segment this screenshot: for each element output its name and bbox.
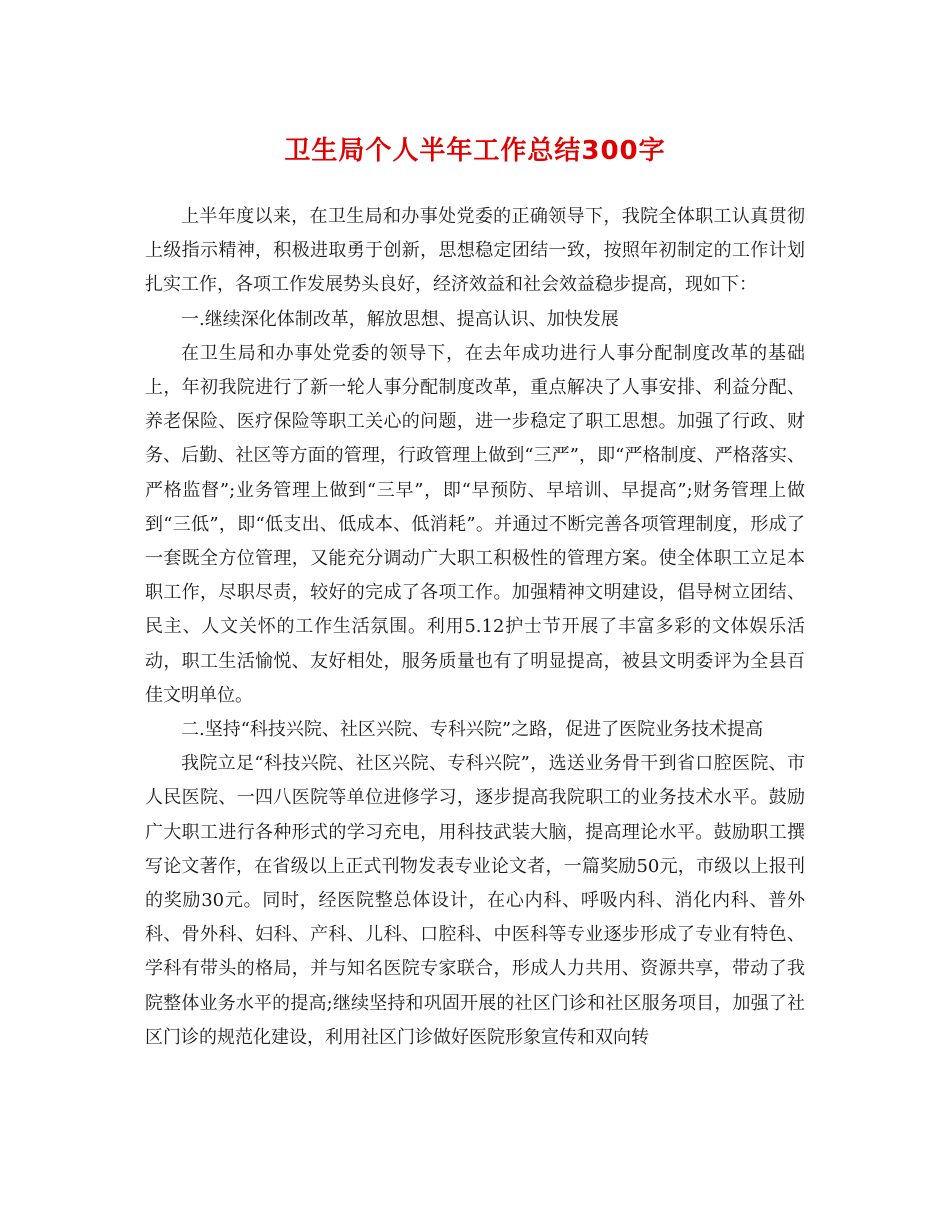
document-body <box>145 200 805 1055</box>
section-heading-2: 二.坚持“科技兴院、社区兴院、专科兴院”之路，促进了医院业务技术提高 <box>181 719 764 741</box>
paragraph-section-1: 在卫生局和办事处党委的领导下，在去年成功进行人事分配制度改革的基础上，年初我院进行了新一轮人事分配制度改革，重点解决了人事安排、利益分配、养老保险、医疗保险等职工关心的问题，进一步稳定了职工思想。加强了行政、财务、后勤、社区等方面的管理，行政管理上做到“三严”，即“严格制度、严格落实、严格监督”;业务管理上做到“三早”，即“早预防、早培训、早提高”;财务管理上做到“三低”，即“低支出、低成本、低消耗”。并通过不断完善各项管理制度，形成了一套既全方位管理，又能充分调动广大职工积极性的管理方案。使全体职工立足本职工作，尽职尽责，较好的完成了各项工作。加强精神文明建设，倡导树立团结、民主、人文关怀的工作生活氛围。利用5.12护士节开展了丰富多彩的文体娱乐活动，职工生活愉悦、友好相处，服务质量也有了明显提高，被县文明委评为全县百佳文明单位。 <box>145 342 805 706</box>
paragraph-intro: 上半年度以来，在卫生局和办事处党委的正确领导下，我院全体职工认真贯彻上级指示精神，积极进取勇于创新，思想稳定团结一致，按照年初制定的工作计划扎实工作，各项工作发展势头良好，经济效益和社会效益稳步提高，现如下： <box>145 206 805 296</box>
paragraph-section-2: 我院立足“科技兴院、社区兴院、专科兴院”，选送业务骨干到省口腔医院、市人民医院、一四八医院等单位进修学习，逐步提高我院职工的业务技术水平。鼓励广大职工进行各种形式的学习充电，用科技武装大脑，提高理论水平。鼓励职工撰写论文著作，在省级以上正式刊物发表专业论文者，一篇奖励50元，市级以上报刊的奖励30元。同时，经医院整总体设计，在心内科、呼吸内科、消化内科、普外科、骨外科、妇科、产科、儿科、口腔科、中医科等专业逐步形成了专业有特色、学科有带头的格局，并与知名医院专家联合，形成人力共用、资源共享，带动了我院整体业务水平的提高;继续坚持和巩固开展的社区门诊和社区服务项目，加强了社区门诊的规范化建设，利用社区门诊做好医院形象宣传和双向转 <box>145 753 805 1048</box>
document-title: 卫生局个人半年工作总结300字 <box>284 136 666 166</box>
section-heading-1: 一.继续深化体制改革，解放思想、提高认识、加快发展 <box>181 308 619 330</box>
